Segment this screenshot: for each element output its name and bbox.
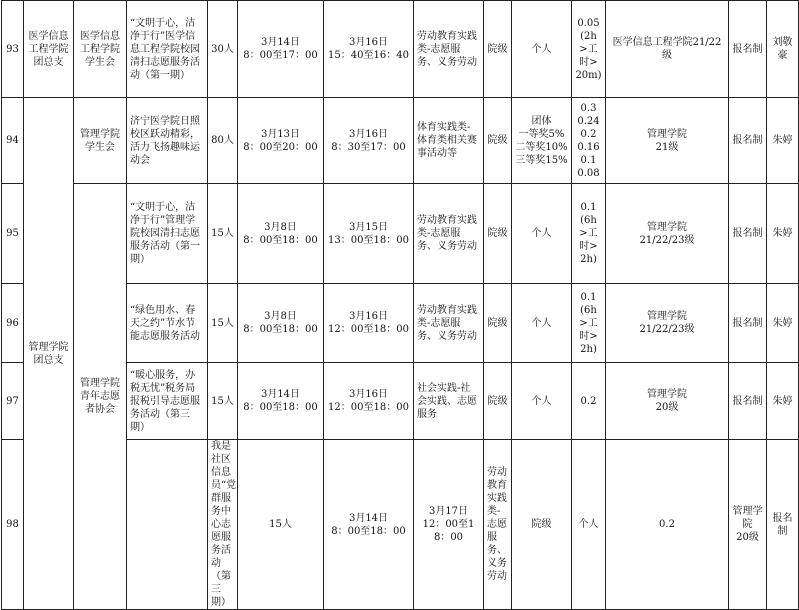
credit-cell bbox=[572, 98, 606, 184]
end-date: 3月17日 bbox=[428, 506, 469, 517]
start-date: 3月14日 bbox=[260, 37, 301, 48]
table-row bbox=[2, 184, 799, 284]
start-date: 3月14日 bbox=[260, 389, 301, 400]
credit-line: 0.16 bbox=[577, 141, 600, 153]
activity-name: “文明于心，洁净于行”医学信息工程学院校园清扫志愿服务活动（第一期） bbox=[127, 1, 208, 98]
end-hours: 12：00至18：00 bbox=[328, 324, 409, 335]
row-number: 95 bbox=[2, 184, 24, 284]
contact-cell: 朱婷 bbox=[767, 363, 799, 440]
people-count: 15人 bbox=[208, 284, 238, 363]
category-cell: 劳动教育实践类-志愿服务、义务劳动 bbox=[414, 284, 484, 363]
start-hours: 8：00至20：00 bbox=[243, 141, 318, 153]
scope-cell bbox=[606, 98, 729, 184]
scope-line: 管理学院 bbox=[647, 389, 687, 400]
credit-line: (6h bbox=[580, 304, 597, 316]
end-hours: 12：00至18：00 bbox=[328, 402, 409, 413]
credit-line: 0.05 bbox=[577, 17, 600, 29]
contact-cell: 朱婷 bbox=[767, 98, 799, 184]
activity-name: “文明于心，洁净于行”管理学院校园清扫志愿服务活动（第一期） bbox=[127, 184, 208, 284]
start-hours: 8：00至18：00 bbox=[243, 402, 318, 413]
category-cell: 体育实践类-体育类相关赛事活动等 bbox=[414, 98, 484, 184]
award-line: 团体 bbox=[531, 115, 552, 127]
method-cell: 报名制 bbox=[729, 1, 767, 98]
start-hours: 8：00至18：00 bbox=[243, 234, 318, 246]
contact-cell: 刘敬豪 bbox=[767, 1, 799, 98]
award-cell: 个人 bbox=[512, 363, 572, 440]
credit-line: >工 bbox=[579, 317, 598, 329]
start-time bbox=[238, 1, 324, 98]
organizer-cell: 管理学院学生会 bbox=[74, 98, 127, 184]
activity-name: “绿色用水、春天之约”节水节能志愿服务活动 bbox=[127, 284, 208, 363]
level-cell: 院级 bbox=[484, 184, 512, 284]
end-hours: 15：40至16：40 bbox=[328, 50, 409, 61]
row-number: 93 bbox=[2, 1, 24, 98]
level-cell: 院级 bbox=[484, 1, 512, 98]
award-cell bbox=[512, 98, 572, 184]
credit-line: 0.1 bbox=[580, 154, 597, 166]
scope-cell bbox=[606, 363, 729, 440]
credit-line: 时> bbox=[579, 330, 598, 342]
end-date: 3月16日 bbox=[348, 389, 389, 400]
scope-cell bbox=[729, 440, 767, 610]
start-date: 3月8日 bbox=[264, 311, 297, 322]
method-cell: 报名制 bbox=[767, 440, 799, 610]
people-count: 15人 bbox=[238, 440, 324, 610]
category-cell: 社会实践-社会实践、志愿服务 bbox=[414, 363, 484, 440]
start-hours: 8：00至17：00 bbox=[243, 50, 318, 61]
unit-cell: 管理学院团总支 bbox=[24, 98, 74, 610]
credit-line: 0.3 bbox=[580, 102, 597, 114]
row-number: 98 bbox=[2, 440, 24, 610]
start-hours: 8：00至18：00 bbox=[331, 525, 406, 537]
start-date: 3月14日 bbox=[348, 512, 389, 524]
scope-line: 20级 bbox=[736, 532, 759, 543]
contact-cell: 朱婷 bbox=[767, 284, 799, 363]
start-hours: 8：00至18：00 bbox=[243, 324, 318, 335]
award-cell: 个人 bbox=[572, 440, 606, 610]
credit-line: 时> bbox=[579, 56, 598, 68]
end-hours: 13：00至18：00 bbox=[328, 234, 409, 246]
end-time bbox=[324, 363, 414, 440]
method-cell: 报名制 bbox=[729, 363, 767, 440]
level-cell: 院级 bbox=[512, 440, 572, 610]
category-cell: 劳动教育实践类-志愿服务、义务劳动 bbox=[484, 440, 512, 610]
level-cell: 院级 bbox=[484, 363, 512, 440]
start-date: 3月13日 bbox=[260, 128, 301, 140]
scope-line: 21/22/23级 bbox=[639, 234, 695, 246]
end-time bbox=[414, 440, 484, 610]
end-hours: 12：00至18：00 bbox=[422, 519, 475, 543]
end-date: 3月16日 bbox=[348, 37, 389, 48]
method-cell: 报名制 bbox=[729, 284, 767, 363]
credit-cell: 0.2 bbox=[572, 363, 606, 440]
activity-name: 我是社区信息员“党群服务中心志愿服务活动（第三期） bbox=[208, 440, 238, 610]
level-cell: 院级 bbox=[484, 98, 512, 184]
scope-cell bbox=[606, 284, 729, 363]
scope-cell: 医学信息工程学院21/22级 bbox=[606, 1, 729, 98]
credit-cell bbox=[572, 284, 606, 363]
award-line: 一等奖5% bbox=[518, 128, 565, 140]
unit-cell: 医学信息工程学院团总支 bbox=[24, 1, 74, 98]
scope-line: 20级 bbox=[655, 402, 679, 413]
start-time bbox=[238, 363, 324, 440]
credit-cell bbox=[572, 184, 606, 284]
level-cell: 院级 bbox=[484, 284, 512, 363]
activity-table bbox=[1, 0, 799, 610]
start-time bbox=[238, 98, 324, 184]
activity-name: 济宁医学院日照校区跃动精彩，活力飞扬趣味运动会 bbox=[127, 98, 208, 184]
organizer-cell-empty bbox=[127, 440, 208, 610]
end-time bbox=[324, 98, 414, 184]
scope-cell bbox=[606, 184, 729, 284]
end-time bbox=[324, 284, 414, 363]
row-number: 96 bbox=[2, 284, 24, 363]
credit-line: (6h bbox=[580, 215, 597, 226]
end-time bbox=[324, 184, 414, 284]
people-count: 80人 bbox=[208, 98, 238, 184]
start-time bbox=[238, 284, 324, 363]
credit-line: (2h bbox=[580, 30, 597, 42]
end-time bbox=[324, 1, 414, 98]
method-cell: 报名制 bbox=[729, 98, 767, 184]
table-row bbox=[2, 1, 799, 98]
table-row bbox=[2, 98, 799, 184]
credit-line: 0.1 bbox=[580, 202, 597, 213]
award-line: 三等奖15% bbox=[515, 154, 568, 166]
credit-line: 0.08 bbox=[577, 167, 600, 179]
row-number: 94 bbox=[2, 98, 24, 184]
credit-line: 0.2 bbox=[580, 128, 597, 140]
credit-line: >工 bbox=[579, 228, 598, 239]
scope-line: 管理学院 bbox=[647, 221, 687, 233]
category-cell: 劳动教育实践类-志愿服务、义务劳动 bbox=[414, 1, 484, 98]
end-hours: 8：30至17：00 bbox=[331, 141, 406, 153]
organizer-cell: 医学信息工程学院学生会 bbox=[74, 1, 127, 98]
credit-line: 20m) bbox=[575, 69, 602, 81]
credit-cell: 0.2 bbox=[606, 440, 729, 610]
organizer-cell: 管理学院青年志愿者协会 bbox=[74, 184, 127, 610]
row-number: 97 bbox=[2, 363, 24, 440]
scope-line: 管理学院 bbox=[732, 506, 763, 530]
credit-line: 0.1 bbox=[580, 291, 597, 303]
award-line: 二等奖10% bbox=[515, 141, 568, 153]
credit-line: 时> bbox=[579, 241, 598, 252]
scope-line: 管理学院 bbox=[647, 128, 687, 140]
end-date: 3月15日 bbox=[348, 221, 389, 233]
scope-line: 21/22/23级 bbox=[639, 324, 695, 335]
award-cell: 个人 bbox=[512, 184, 572, 284]
award-cell: 个人 bbox=[512, 284, 572, 363]
start-date: 3月8日 bbox=[264, 221, 297, 233]
activity-name: “暖心服务，办税无忧”税务局报税引导志愿服务活动（第三期） bbox=[127, 363, 208, 440]
scope-line: 管理学院 bbox=[647, 311, 687, 322]
credit-line: 2h) bbox=[580, 343, 597, 355]
people-count: 30人 bbox=[208, 1, 238, 98]
credit-line: 2h) bbox=[580, 254, 597, 265]
start-time bbox=[324, 440, 414, 610]
end-date: 3月16日 bbox=[348, 311, 389, 322]
people-count: 15人 bbox=[208, 363, 238, 440]
category-cell: 劳动教育实践类-志愿服务、义务劳动 bbox=[414, 184, 484, 284]
scope-line: 21级 bbox=[655, 141, 679, 153]
contact-cell: 朱婷 bbox=[767, 184, 799, 284]
method-cell: 报名制 bbox=[729, 184, 767, 284]
credit-line: >工 bbox=[579, 43, 598, 55]
credit-cell bbox=[572, 1, 606, 98]
award-cell: 个人 bbox=[512, 1, 572, 98]
start-time bbox=[238, 184, 324, 284]
credit-line: 0.24 bbox=[577, 115, 600, 127]
people-count: 15人 bbox=[208, 184, 238, 284]
end-date: 3月16日 bbox=[348, 128, 389, 140]
